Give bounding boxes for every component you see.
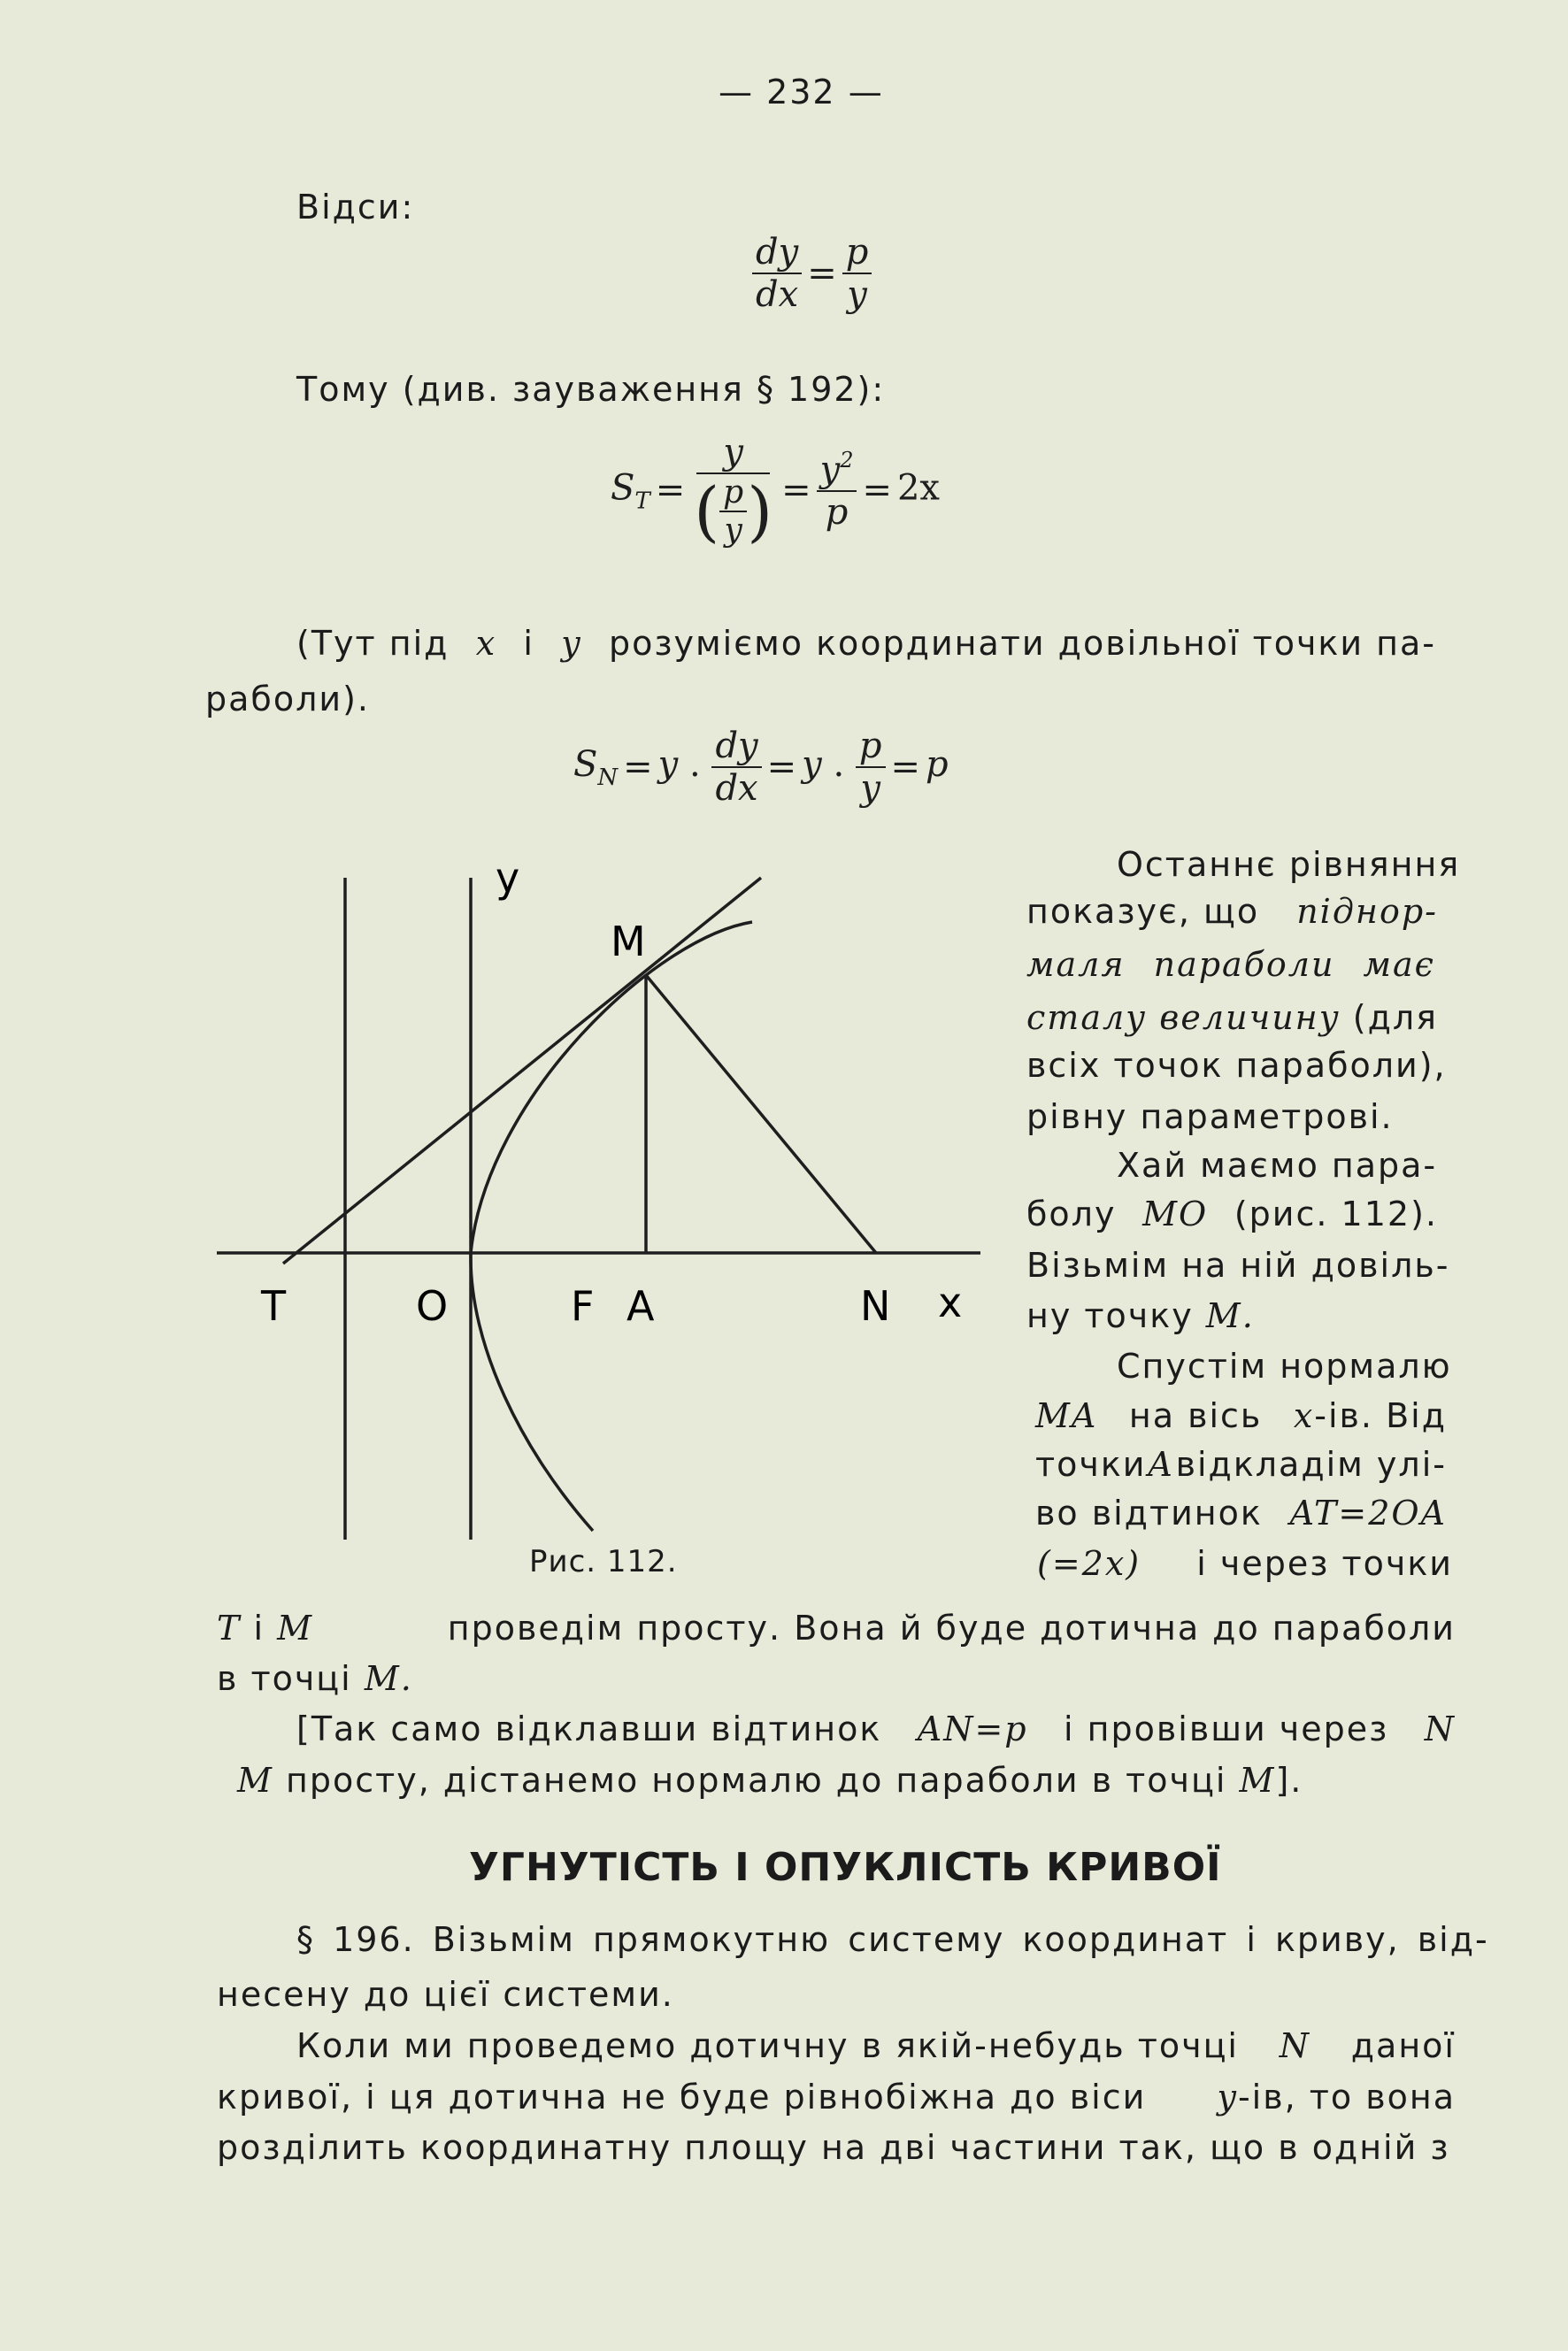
label-T: T (261, 1282, 287, 1330)
label-O: O (416, 1282, 449, 1330)
text-line-tomu: Тому (див. зауваження § 192): (296, 370, 886, 409)
label-y-axis: y (496, 854, 520, 902)
body-line-1: T і M проведім просту. Вона й буде дотична до параболи (217, 1609, 1456, 1648)
side-line-7: Хай маємо пара- (1117, 1146, 1438, 1185)
body-line-p4: кривої, і ця дотична не буде рівнобіжна до віси y-ів, то вона (217, 2078, 1456, 2117)
text-line-tut: (Тут під x і y розуміємо координати довільної точки па- (296, 624, 1436, 663)
page-number: — 232 — (719, 73, 884, 111)
label-N: N (860, 1282, 891, 1330)
body-line-p1: § 196. Візьмім прямокутню систему координат і криву, від- (296, 1920, 1489, 1959)
formula-subtangent: $S_T$ = y ( $\frac{p}{y}$ ) = $\frac{y^2}{p}$ = 2x (611, 432, 940, 550)
body-line-3: [Так само відклавши відтинок AN=p і провівши через N (296, 1709, 1456, 1748)
text-line-vidsy: Відси: (296, 188, 415, 227)
side-line-12: MA на вісь x-ів. Від (1035, 1396, 1447, 1435)
body-line-p3: Коли ми проведемо дотичну в якій-небудь точці N даної (296, 2026, 1456, 2065)
body-line-2: в точці M. (217, 1659, 413, 1698)
parabola-curve (471, 922, 752, 1531)
side-line-11: Спустім нормалю (1117, 1347, 1452, 1386)
side-line-8: болу MO (рис. 112). (1026, 1195, 1438, 1233)
side-line-13: точки A відкладім улі- (1035, 1445, 1447, 1484)
body-line-p5: розділить координатну площу на дві частини так, що в одній з (217, 2128, 1450, 2167)
section-heading: УГНУТІСТЬ І ОПУКЛІСТЬ КРИВОЇ (469, 1845, 1222, 1890)
side-line-15: (=2x) і через точки (1037, 1544, 1453, 1583)
body-line-4: M просту, дістанемо нормалю до параболи в точці M]. (237, 1761, 1303, 1800)
label-x-axis: x (938, 1279, 963, 1326)
formula-subnormal: $S_N = y$ . $\frac{dy}{dx}$ = y . $\frac{p}{y}$ = p (573, 726, 949, 809)
side-line-1: Останнє рівняння (1117, 845, 1461, 884)
formula-dy-dx: $\frac{dy}{dx}$ = $\frac{p}{y}$ (752, 232, 872, 315)
label-A: A (626, 1282, 655, 1330)
side-line-2: показує, що піднор- (1026, 892, 1438, 931)
figure-112 (195, 849, 991, 1557)
side-line-3: маля параболи має (1026, 945, 1435, 984)
text-line-raboly: раболи). (205, 680, 370, 718)
tangent-line (283, 878, 761, 1264)
side-line-6: рівну параметрові. (1026, 1097, 1394, 1136)
side-line-5: всіх точок параболи), (1026, 1046, 1447, 1085)
normal-MN (646, 975, 876, 1253)
figure-caption: Рис. 112. (529, 1544, 678, 1579)
side-line-10: ну точку M. (1026, 1296, 1255, 1335)
side-line-4: сталу величину (для (1026, 998, 1438, 1037)
body-line-p2: несену до цієї системи. (217, 1975, 674, 2014)
side-line-14: во відтинок AT=2OA (1035, 1494, 1447, 1533)
label-M: M (611, 918, 646, 965)
label-F: F (571, 1282, 595, 1330)
side-line-9: Візьмім на ній довіль- (1026, 1246, 1450, 1285)
